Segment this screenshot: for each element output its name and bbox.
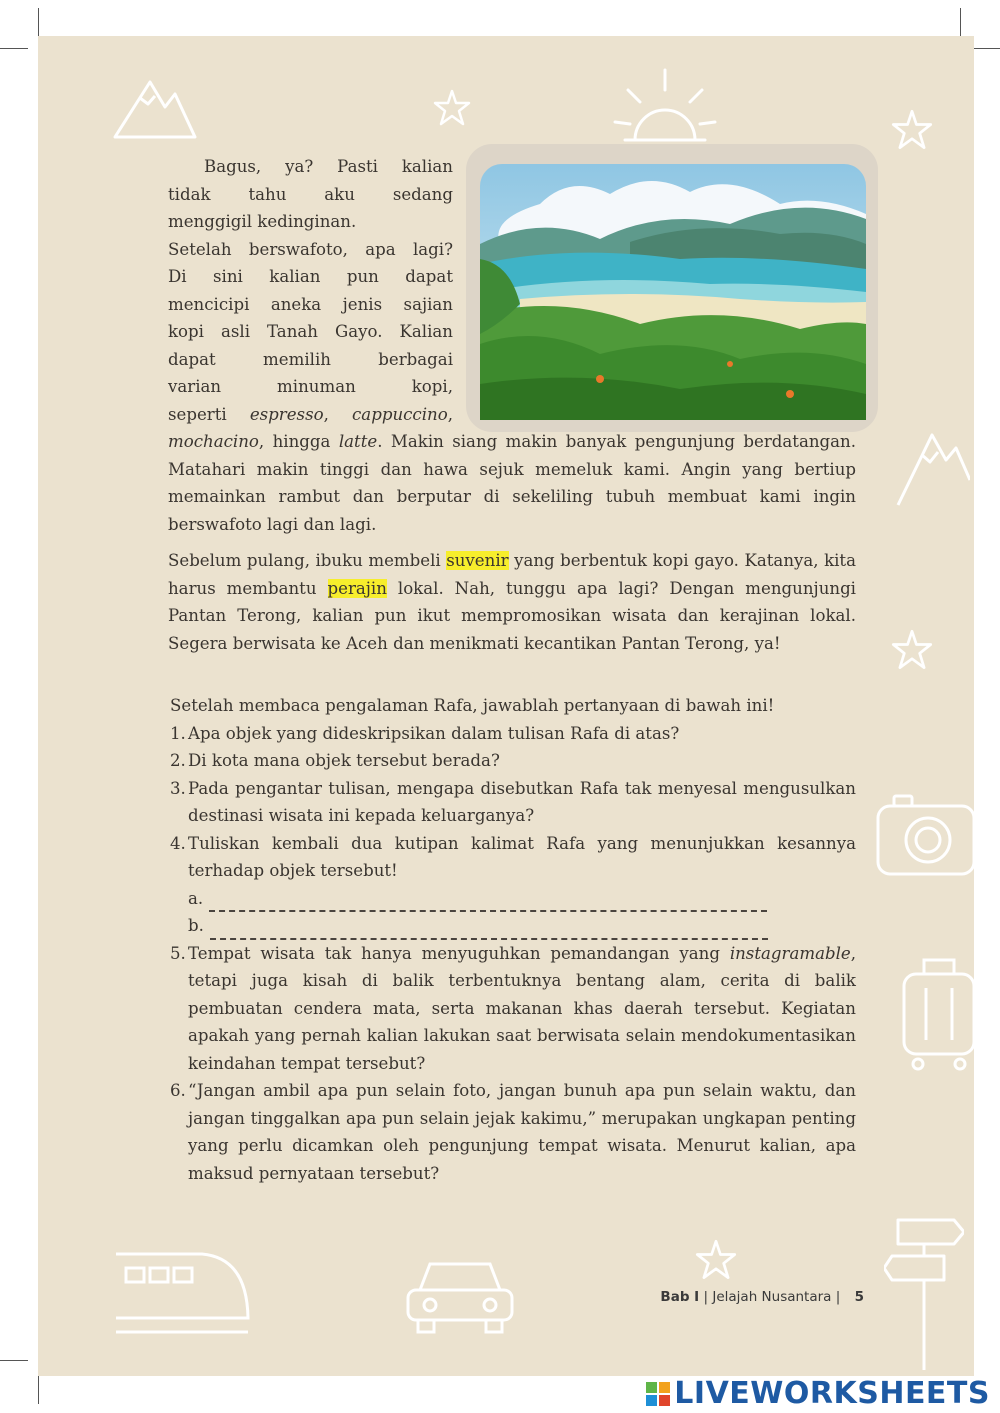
question-number: 2.: [170, 751, 186, 770]
question-text: Apa objek yang dideskripsikan dalam tulisan Rafa di atas?: [188, 723, 680, 743]
instagramable-term: instagramable: [729, 943, 851, 963]
text-run: seperti: [168, 404, 250, 424]
crop-mark: [972, 48, 1000, 49]
page-footer: [660, 1289, 864, 1305]
footer-separator: |: [699, 1289, 713, 1305]
text-run: Sebelum pulang, ibuku membeli: [168, 551, 447, 570]
text-run: lokal. Nah, tunggu apa lagi? Dengan mengunjungi Pantan Terong, kalian pun ikut mempromosikan wisata dan kerajinan lokal. Segera berwisata ke Aceh dan menikmati kecantikan Pantan Terong, ya!: [168, 578, 856, 653]
story-line: kopi asli Tanah Gayo. Kalian: [168, 322, 453, 341]
answer-blank[interactable]: [209, 893, 767, 912]
text-run: , hingga: [258, 432, 339, 451]
footer-separator: |: [831, 1289, 845, 1305]
star-icon: [694, 1238, 738, 1282]
question-number: 6.: [170, 1081, 186, 1100]
story-intro: [168, 153, 453, 428]
story-line: Setelah berswafoto, apa lagi?: [168, 239, 453, 259]
question-text: Di kota mana objek tersebut berada?: [188, 751, 500, 770]
text-run: yang berbentuk kopi gayo. Katanya, kita harus membantu: [168, 551, 856, 598]
signpost-icon: [884, 1210, 964, 1370]
instruction: Setelah membaca pengalaman Rafa, jawablah pertanyaan di bawah ini!: [170, 696, 775, 715]
answer-line-b[interactable]: [170, 912, 856, 940]
camera-icon: [872, 790, 974, 880]
crop-mark: [960, 8, 961, 36]
train-icon: [112, 1248, 252, 1340]
latte-term: latte: [338, 432, 378, 451]
brand-name: LIVEWORKSHEETS: [674, 1376, 990, 1411]
suitcase-icon: [896, 952, 974, 1072]
text-run: . Makin siang makin banyak pengunjung berdatangan. Matahari makin tinggi dan hawa sejuk memeluk kami. Angin yang bertiup memainkan rambut dan berputar di sekeliling tubuh membuat kami ingin berswafoto lagi dan lagi.: [168, 432, 856, 534]
story-line: varian minuman kopi,: [168, 377, 453, 396]
crop-mark: [38, 8, 39, 36]
mountain-icon: [110, 72, 200, 142]
text-run: ,: [323, 404, 353, 424]
brand-logo-icon: [646, 1382, 670, 1406]
story-line: Bagus, ya? Pasti kalian: [204, 157, 453, 176]
crop-mark: [0, 48, 28, 49]
highlight-perajin: perajin: [327, 578, 387, 598]
cappuccino-term: cappuccino: [352, 404, 448, 424]
story-line: Di sini kalian pun dapat: [168, 267, 453, 286]
question-text: “Jangan ambil apa pun selain foto, jangan bunuh apa pun selain waktu, dan jangan tinggalkan apa pun selain jejak kakimu,” merupakan ungkapan penting yang perlu dicamkan oleh pengunjung tempat wisata. Menurut kalian, apa maksud pernyataan tersebut?: [188, 1081, 856, 1183]
question-text: Pada pengantar tulisan, mengapa disebutkan Rafa tak menyesal mengusulkan destinasi wisata ini kepada keluarganya?: [188, 778, 856, 825]
sun-icon: [610, 60, 720, 150]
question-5: [170, 940, 856, 1078]
story-line: tidak tahu aku sedang: [168, 184, 453, 204]
answer-line-a[interactable]: [170, 885, 856, 913]
story-line: mencicipi aneka jenis sajian: [168, 294, 453, 314]
story-line: menggigil kedinginan.: [168, 212, 357, 231]
highlight-suvenir: suvenir: [446, 551, 509, 570]
answer-blank[interactable]: [210, 921, 768, 940]
question-1: [170, 720, 856, 748]
question-text: Tuliskan kembali dua kutipan kalimat Rafa yang menunjukkan kesannya terhadap objek tersebut!: [188, 833, 856, 880]
star-icon: [890, 108, 934, 152]
question-section: [170, 692, 856, 1187]
question-number: 4.: [170, 833, 186, 853]
chapter-title: Jelajah Nusantara: [712, 1289, 832, 1305]
story-line: dapat memilih berbagai: [168, 349, 453, 369]
crop-mark: [0, 1360, 28, 1361]
mochacino-term: mochacino: [168, 432, 259, 451]
answer-label: a.: [188, 888, 204, 908]
question-4: [170, 830, 856, 885]
crop-mark: [38, 1376, 39, 1404]
story-paragraph-1: [168, 428, 856, 538]
star-icon: [432, 88, 472, 128]
question-text: Tempat wisata tak hanya menyuguhkan pemandangan yang: [188, 943, 730, 963]
question-number: 1.: [170, 723, 186, 743]
lake-landscape-image: [466, 144, 878, 432]
car-icon: [400, 1250, 520, 1340]
chapter-label: Bab I: [660, 1289, 700, 1305]
answer-label: b.: [188, 916, 204, 935]
question-3: [170, 775, 856, 830]
question-2: [170, 747, 856, 775]
question-text: , tetapi juga kisah di balik terbentuknya bentang alam, cerita di balik pembuatan cendera mata, serta makanan khas daerah tersebut. Kegiatan apakah yang pernah kalian lakukan saat berwisata selain mendokumentasikan keindahan tempat tersebut?: [188, 943, 856, 1073]
story-line: [168, 401, 453, 429]
liveworksheets-logo[interactable]: [646, 1376, 990, 1411]
question-number: 3.: [170, 778, 186, 798]
question-6: [170, 1077, 856, 1187]
text-run: ,: [447, 404, 453, 424]
star-icon: [890, 628, 934, 672]
question-number: 5.: [170, 943, 186, 963]
page-number: 5: [854, 1289, 864, 1305]
espresso-term: espresso: [249, 404, 324, 424]
mountain-icon: [896, 420, 970, 510]
story-paragraph-2: [168, 547, 856, 657]
